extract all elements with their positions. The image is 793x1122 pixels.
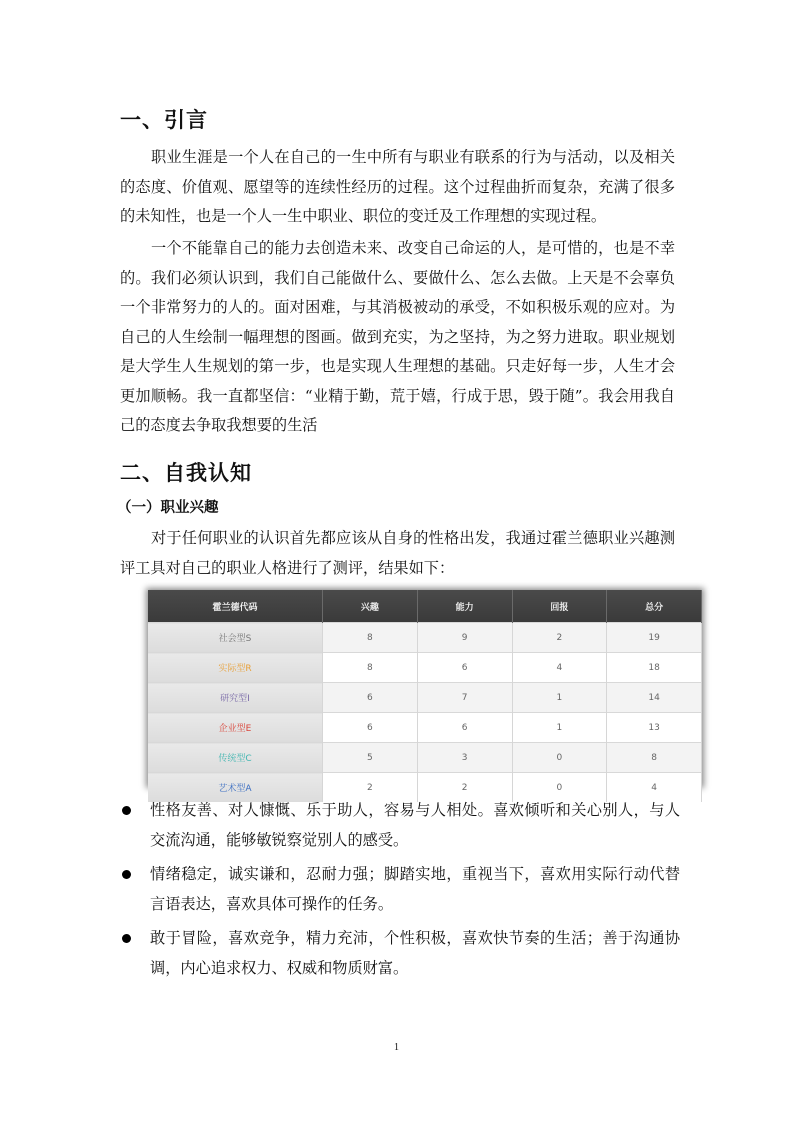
bullet-dot-icon — [122, 870, 131, 879]
cell-reward: 0 — [512, 743, 607, 773]
cell-ability: 9 — [417, 623, 512, 653]
cell-code: 传统型C — [148, 743, 323, 773]
header-code: 霍兰德代码 — [148, 590, 323, 623]
cell-code: 实际型R — [148, 653, 323, 683]
table-row — [148, 713, 702, 743]
list-item-text: 情绪稳定，诚实谦和，忍耐力强；脚踏实地，重视当下，喜欢用实际行动代替言语表达，喜欢具体可操作的任务。 — [150, 865, 680, 913]
table-header-row — [148, 590, 702, 623]
table-row — [148, 743, 702, 773]
cell-interest: 2 — [323, 773, 418, 803]
cell-reward: 1 — [512, 683, 607, 713]
cell-ability: 2 — [417, 773, 512, 803]
header-interest: 兴趣 — [323, 590, 418, 623]
header-reward: 回报 — [512, 590, 607, 623]
bullet-dot-icon — [122, 934, 131, 943]
trait-list — [120, 796, 680, 988]
cell-total: 18 — [607, 653, 702, 683]
table-row — [148, 653, 702, 683]
cell-total: 19 — [607, 623, 702, 653]
cell-code: 艺术型A — [148, 773, 323, 803]
section-title-intro: 一、引言 — [120, 108, 208, 132]
cell-reward: 0 — [512, 773, 607, 803]
list-item — [120, 796, 680, 855]
cell-interest: 5 — [323, 743, 418, 773]
cell-interest: 6 — [323, 713, 418, 743]
page-number: 1 — [394, 1042, 399, 1053]
interest-paragraph: 对于任何职业的认识首先都应该从自身的性格出发，我通过霍兰德职业兴趣测评工具对自己的职业人格进行了测评，结果如下： — [120, 529, 675, 577]
holland-table — [148, 590, 702, 802]
section-title-self: 二、自我认知 — [120, 461, 252, 485]
cell-ability: 6 — [417, 653, 512, 683]
header-total: 总分 — [607, 590, 702, 623]
table-row — [148, 623, 702, 653]
cell-interest: 8 — [323, 653, 418, 683]
cell-total: 8 — [607, 743, 702, 773]
cell-ability: 7 — [417, 683, 512, 713]
list-item — [120, 924, 680, 983]
bullet-dot-icon — [122, 806, 131, 815]
subsection-title-interest: （一）职业兴趣 — [117, 500, 219, 516]
cell-reward: 4 — [512, 653, 607, 683]
cell-interest: 6 — [323, 683, 418, 713]
cell-code: 企业型E — [148, 713, 323, 743]
list-item — [120, 860, 680, 919]
cell-interest: 8 — [323, 623, 418, 653]
cell-total: 13 — [607, 713, 702, 743]
table-body — [148, 623, 702, 803]
intro-paragraph-1: 职业生涯是一个人在自己的一生中所有与职业有联系的行为与活动，以及相关的态度、价值观、愿望等的连续性经历的过程。这个过程曲折而复杂，充满了很多的未知性，也是一个人一生中职业、职位的变迁及工作理想的实现过程。 — [120, 148, 675, 225]
cell-total: 14 — [607, 683, 702, 713]
table-row — [148, 683, 702, 713]
cell-reward: 1 — [512, 713, 607, 743]
cell-code: 社会型S — [148, 623, 323, 653]
cell-ability: 6 — [417, 713, 512, 743]
intro-paragraph-2: 一个不能靠自己的能力去创造未来、改变自己命运的人，是可惜的，也是不幸的。我们必须认识到，我们自己能做什么、要做什么、怎么去做。上天是不会辜负一个非常努力的人的。面对困难，与其消极被动的承受，不如积极乐观的应对。为自己的人生绘制一幅理想的图画。做到充实，为之坚持，为之努力进取。职业规划是大学生人生规划的第一步，也是实现人生理想的基础。只走好每一步，人生才会更加顺畅。我一直都坚信：“业精于勤，荒于嬉，行成于思，毁于随”。我会用我自己的态度去争取我想要的生活 — [120, 239, 675, 434]
list-item-text: 性格友善、对人慷慨、乐于助人，容易与人相处。喜欢倾听和关心别人，与人交流沟通，能够敏锐察觉别人的感受。 — [150, 801, 680, 849]
cell-total: 4 — [607, 773, 702, 803]
cell-code: 研究型I — [148, 683, 323, 713]
cell-ability: 3 — [417, 743, 512, 773]
list-item-text: 敢于冒险，喜欢竞争，精力充沛，个性积极，喜欢快节奏的生活；善于沟通协调，内心追求权力、权威和物质财富。 — [150, 929, 680, 977]
header-ability: 能力 — [417, 590, 512, 623]
cell-reward: 2 — [512, 623, 607, 653]
holland-table-figure — [148, 590, 702, 794]
